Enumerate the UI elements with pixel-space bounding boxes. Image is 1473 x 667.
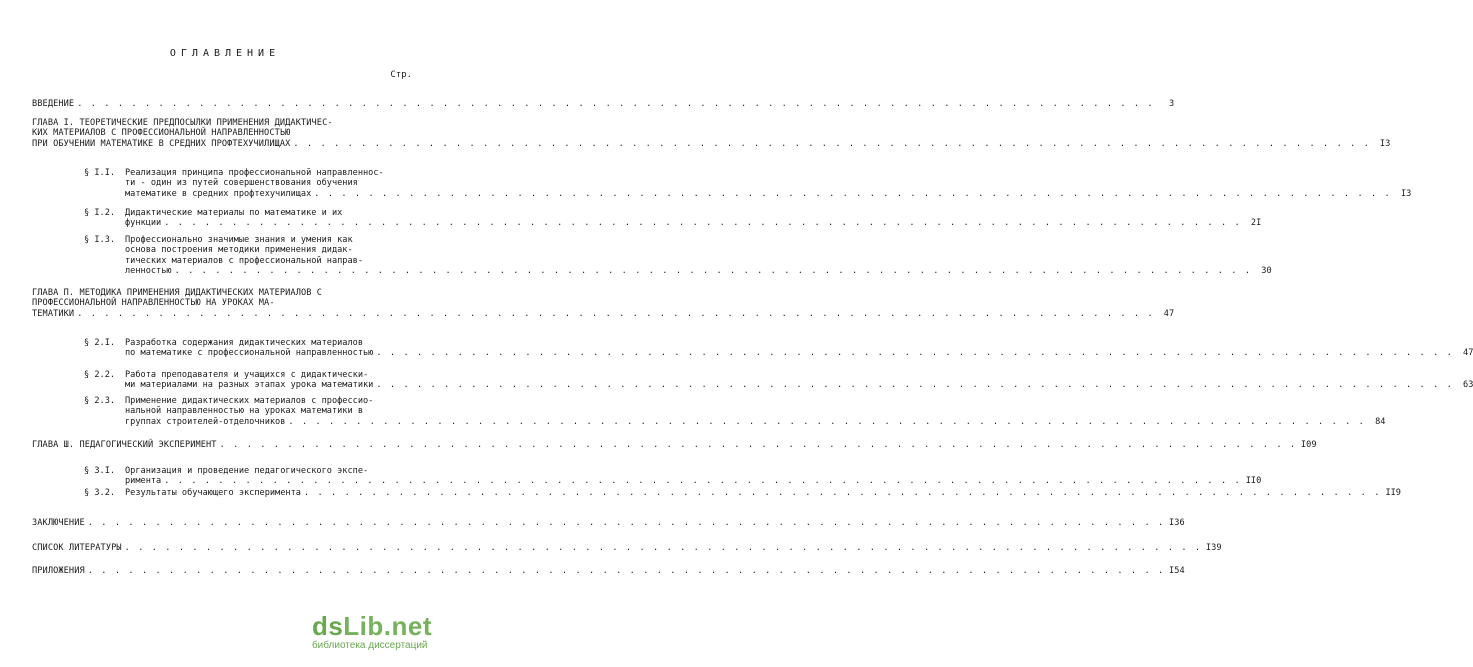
page-column-label: Стр. (390, 70, 412, 80)
toc-page-number: 84 (1375, 416, 1386, 427)
dot-leader: . . . . . . . . . . . . . . . . . . . . . . . . . . . . . . . . . . . . . . . . . . . . . . . . . . . . . . . . . . . . . . . . . . . . . . . . . . . . . . . . (314, 188, 1392, 199)
dot-leader: . . . . . . . . . . . . . . . . . . . . . . . . . . . . . . . . . . . . . . . . . . . . . . . . . . . . . . . . . . . . . . . . . . . . . . . . . . . . . . . . (288, 416, 1366, 427)
toc-section-entry[interactable] (125, 208, 1262, 229)
toc-entry-text: ВВЕДЕНИЕ (32, 99, 75, 109)
section-number: § 2.I. (84, 338, 116, 348)
toc-page-number: I54 (1168, 566, 1185, 576)
toc-entry-text: нальной направленностью на уроках математики в (125, 406, 363, 417)
toc-chapter-entry[interactable] (32, 543, 1222, 553)
dot-leader: . . . . . . . . . . . . . . . . . . . . . . . . . . . . . . . . . . . . . . . . . . . . . . . . . . . . . . . . . . . . . . . . . . . . . . . . . . . . . . . . (124, 543, 1202, 553)
dot-leader: . . . . . . . . . . . . . . . . . . . . . . . . . . . . . . . . . . . . . . . . . . . . . . . . . . . . . . . . . . . . . . . . . . . . . . . . . . . . . . . . (164, 476, 1242, 487)
toc-entry-text: ТЕМАТИКИ (32, 308, 75, 319)
section-number: § 3.2. (84, 488, 116, 498)
toc-section-entry[interactable] (125, 235, 1272, 277)
toc-section-entry[interactable] (125, 396, 1386, 427)
toc-entry-text: СПИСОК ЛИТЕРАТУРЫ (32, 543, 122, 553)
toc-entry-text: Реализация принципа профессиональной направленнос- (125, 168, 384, 178)
toc-section-entry[interactable] (125, 168, 1412, 199)
toc-entry-text: Применение дидактических материалов с профессио- (125, 396, 374, 406)
dot-leader: . . . . . . . . . . . . . . . . . . . . . . . . . . . . . . . . . . . . . . . . . . . . . . . . . . . . . . . . . . . . . . . . . . . . . . . . . . . . . . . . (376, 380, 1454, 391)
toc-entry-text: Профессионально значимые знания и умения как (125, 235, 353, 245)
toc-entry-text: ЗАКЛЮЧЕНИЕ (32, 518, 85, 528)
toc-page-number: II9 (1385, 488, 1401, 498)
toc-page-number: 3 (1168, 99, 1175, 109)
toc-entry-text: по математике с профессиональной направленностью (125, 348, 374, 359)
watermark-subtitle: библиотека диссертаций (311, 640, 428, 651)
section-number: § I.I. (84, 168, 116, 178)
section-number: § I.3. (84, 235, 116, 245)
section-number: § 2.2. (84, 370, 116, 380)
toc-entry-text: римента (125, 476, 162, 487)
page-title: ОГЛАВЛЕНИЕ (169, 48, 281, 59)
toc-entry-text: группах строителей-отделочников (125, 416, 286, 427)
toc-entry-text: ленностью (125, 266, 172, 277)
toc-page-number: 47 (1463, 348, 1473, 359)
toc-entry-text: Работа преподавателя и учащихся с дидактически- (125, 370, 369, 380)
toc-section-entry[interactable] (125, 488, 1401, 498)
toc-page-number: 30 (1261, 266, 1272, 277)
toc-entry-text: ГЛАВА П. МЕТОДИКА ПРИМЕНЕНИЯ ДИДАКТИЧЕСКИХ МАТЕРИАЛОВ С (32, 288, 323, 298)
watermark-logo-prefix: ds (311, 611, 344, 641)
dot-leader: . . . . . . . . . . . . . . . . . . . . . . . . . . . . . . . . . . . . . . . . . . . . . . . . . . . . . . . . . . . . . . . . . . . . . . . . . . . . . . . . (293, 138, 1371, 149)
toc-entry-text: Разработка содержания дидактических материалов (125, 338, 363, 348)
dot-leader: . . . . . . . . . . . . . . . . . . . . . . . . . . . . . . . . . . . . . . . . . . . . . . . . . . . . . . . . . . . . . . . . . . . . . . . . . . . . . . . . (87, 518, 1165, 528)
toc-page-number: I09 (1300, 440, 1317, 450)
toc-page-number: I3 (1400, 188, 1412, 199)
dot-leader: . . . . . . . . . . . . . . . . . . . . . . . . . . . . . . . . . . . . . . . . . . . . . . . . . . . . . . . . . . . . . . . . . . . . . . . . . . . . . . . . (303, 488, 1381, 498)
toc-entry-text: основа построения методики применения дидак- (125, 245, 353, 256)
toc-entry-text: ГЛАВА I. ТЕОРЕТИЧЕСКИЕ ПРЕДПОСЫЛКИ ПРИМЕНЕНИЯ ДИДАКТИЧЕС- (32, 118, 333, 128)
toc-entry-text: ти - один из путей совершенствования обучения (125, 178, 358, 189)
toc-entry-text: функции (125, 218, 162, 229)
section-number: § 3.I. (84, 466, 116, 476)
toc-entry-text: ми материалами на разных этапах урока математики (125, 380, 374, 391)
toc-section-entry[interactable] (125, 370, 1473, 391)
toc-entry-text: ПРОФЕССИОНАЛЬНОЙ НАПРАВЛЕННОСТЬЮ НА УРОКАХ МА- (32, 298, 275, 309)
toc-entry-text: КИХ МАТЕРИАЛОВ С ПРОФЕССИОНАЛЬНОЙ НАПРАВЛЕННОСТЬЮ (32, 128, 291, 139)
toc-entry-text: Организация и проведение педагогического экспе- (125, 466, 369, 476)
dot-leader: . . . . . . . . . . . . . . . . . . . . . . . . . . . . . . . . . . . . . . . . . . . . . . . . . . . . . . . . . . . . . . . . . . . . . . . . . . . . . . . . (77, 308, 1155, 319)
toc-page-number: I39 (1205, 543, 1222, 553)
toc-page-number: 47 (1163, 308, 1175, 319)
toc-page-number: II0 (1245, 476, 1262, 487)
toc-page-number: 63 (1463, 380, 1473, 391)
toc-section-entry[interactable] (125, 466, 1262, 487)
watermark-logo-suffix: Lib.net (343, 611, 432, 641)
section-number: § I.2. (84, 208, 116, 218)
toc-entry-text: математике в средних профтехучилищах (125, 188, 312, 199)
toc-page-number: I3 (1379, 138, 1391, 149)
dot-leader: . . . . . . . . . . . . . . . . . . . . . . . . . . . . . . . . . . . . . . . . . . . . . . . . . . . . . . . . . . . . . . . . . . . . . . . . . . . . . . . . (164, 218, 1242, 229)
dot-leader: . . . . . . . . . . . . . . . . . . . . . . . . . . . . . . . . . . . . . . . . . . . . . . . . . . . . . . . . . . . . . . . . . . . . . . . . . . . . . . . . (77, 99, 1155, 109)
dot-leader: . . . . . . . . . . . . . . . . . . . . . . . . . . . . . . . . . . . . . . . . . . . . . . . . . . . . . . . . . . . . . . . . . . . . . . . . . . . . . . . . (376, 348, 1454, 359)
toc-entry-text: Результаты обучающего эксперимента (125, 488, 301, 498)
toc-entry-text: ПРИЛОЖЕНИЯ (32, 566, 85, 576)
toc-chapter-entry[interactable] (32, 518, 1185, 528)
toc-chapter-entry[interactable] (32, 118, 1391, 149)
dot-leader: . . . . . . . . . . . . . . . . . . . . . . . . . . . . . . . . . . . . . . . . . . . . . . . . . . . . . . . . . . . . . . . . . . . . . . . . . . . . . . . . (219, 440, 1297, 450)
dot-leader: . . . . . . . . . . . . . . . . . . . . . . . . . . . . . . . . . . . . . . . . . . . . . . . . . . . . . . . . . . . . . . . . . . . . . . . . . . . . . . . . (87, 566, 1165, 576)
toc-entry-text: ГЛАВА Ш. ПЕДАГОГИЧЕСКИЙ ЭКСПЕРИМЕНТ (32, 440, 217, 450)
section-number: § 2.3. (84, 396, 116, 406)
toc-entry-text: тических материалов с профессиональной направ- (125, 255, 363, 266)
watermark-logo (312, 613, 432, 639)
watermark (312, 613, 432, 651)
dot-leader: . . . . . . . . . . . . . . . . . . . . . . . . . . . . . . . . . . . . . . . . . . . . . . . . . . . . . . . . . . . . . . . . . . . . . . . . . . . . . . . . (174, 266, 1252, 277)
toc-chapter-entry[interactable] (32, 99, 1175, 109)
toc-entry-text: ПРИ ОБУЧЕНИИ МАТЕМАТИКЕ В СРЕДНИХ ПРОФТЕХУЧИЛИЩАХ (32, 138, 291, 149)
toc-chapter-entry[interactable] (32, 440, 1317, 450)
toc-chapter-entry[interactable] (32, 566, 1185, 576)
toc-chapter-entry[interactable] (32, 288, 1175, 319)
toc-section-entry[interactable] (125, 338, 1473, 359)
toc-entry-text: Дидактические материалы по математике и их (125, 208, 343, 218)
toc-page-number: 2I (1250, 218, 1262, 229)
toc-page-number: I36 (1168, 518, 1185, 528)
